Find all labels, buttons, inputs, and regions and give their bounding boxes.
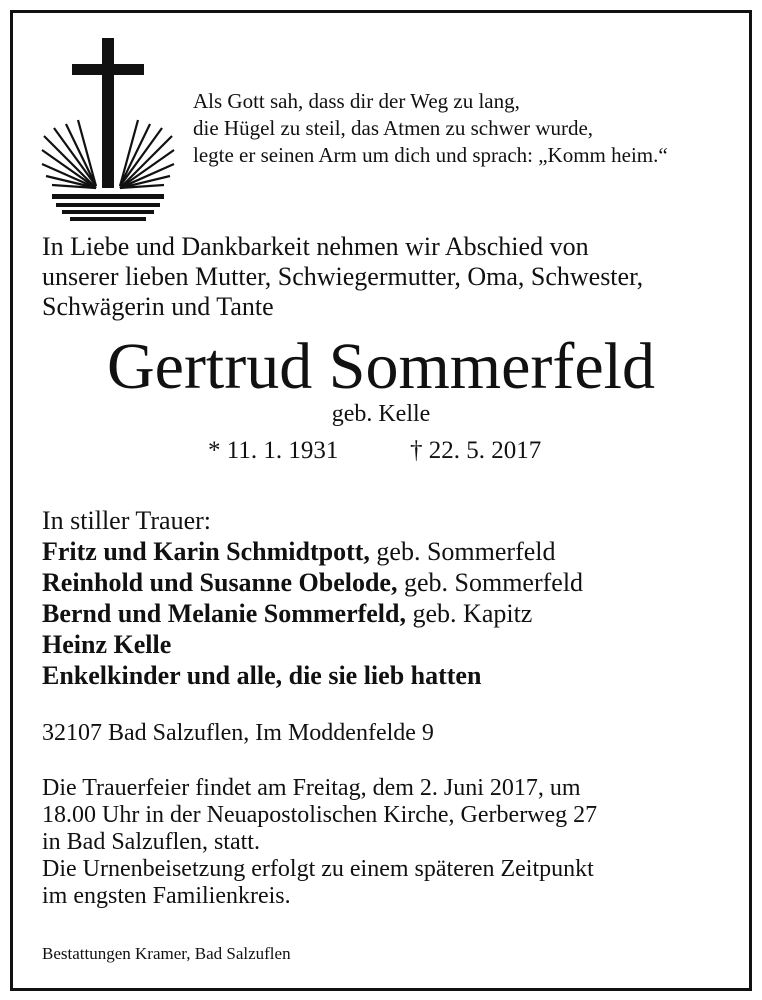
mourner-entry	[42, 629, 583, 660]
service-line: in Bad Salzuflen, statt.	[42, 829, 260, 855]
mourner-name: Reinhold und Susanne Obelode,	[42, 568, 398, 597]
mourners-list	[42, 505, 583, 691]
mourner-note: geb. Sommerfeld	[369, 537, 556, 566]
mourner-entry	[42, 536, 583, 567]
mourner-entry	[42, 567, 583, 598]
mourner-note: geb. Sommerfeld	[397, 568, 584, 597]
service-line: Die Urnenbeisetzung erfolgt zu einem späteren Zeitpunkt	[42, 856, 594, 882]
service-line: Die Trauerfeier findet am Freitag, dem 2. Juni 2017, um	[42, 775, 581, 801]
service-line: im engsten Familienkreis.	[42, 883, 291, 909]
service-info	[42, 775, 597, 910]
service-line: 18.00 Uhr in der Neuapostolischen Kirche, Gerberweg 27	[42, 802, 598, 828]
mourners-heading: In stiller Trauer:	[42, 506, 211, 535]
mourner-name: Enkelkinder und alle, die sie lieb hatten	[42, 661, 482, 690]
mourner-name: Fritz und Karin Schmidtpott,	[42, 537, 370, 566]
intro-line: In Liebe und Dankbarkeit nehmen wir Abschied von	[42, 232, 589, 261]
mourner-note: geb. Kapitz	[406, 599, 533, 628]
intro-text	[42, 232, 643, 322]
poem-line: Als Gott sah, dass dir der Weg zu lang,	[193, 89, 520, 113]
family-address: 32107 Bad Salzuflen, Im Moddenfelde 9	[42, 720, 434, 746]
mourner-entry	[42, 660, 583, 691]
intro-line: unserer lieben Mutter, Schwiegermutter, Oma, Schwester,	[42, 262, 644, 291]
mourner-name: Bernd und Melanie Sommerfeld,	[42, 599, 406, 628]
intro-line: Schwägerin und Tante	[42, 292, 274, 321]
maiden-name: geb. Kelle	[331, 401, 431, 427]
birth-date: * 11. 1. 1931	[208, 437, 339, 464]
death-date: † 22. 5. 2017	[410, 437, 542, 464]
undertaker-credit: Bestattungen Kramer, Bad Salzuflen	[42, 944, 291, 963]
poem-line: legte er seinen Arm um dich und sprach: „Komm heim.“	[193, 143, 668, 167]
mourner-name: Heinz Kelle	[42, 630, 172, 659]
poem-line: die Hügel zu steil, das Atmen zu schwer wurde,	[193, 116, 594, 140]
deceased-name: Gertrud Sommerfeld	[106, 330, 655, 403]
mourner-entry	[42, 598, 583, 629]
cross-sunrise-icon	[40, 38, 175, 223]
poem	[193, 88, 668, 169]
